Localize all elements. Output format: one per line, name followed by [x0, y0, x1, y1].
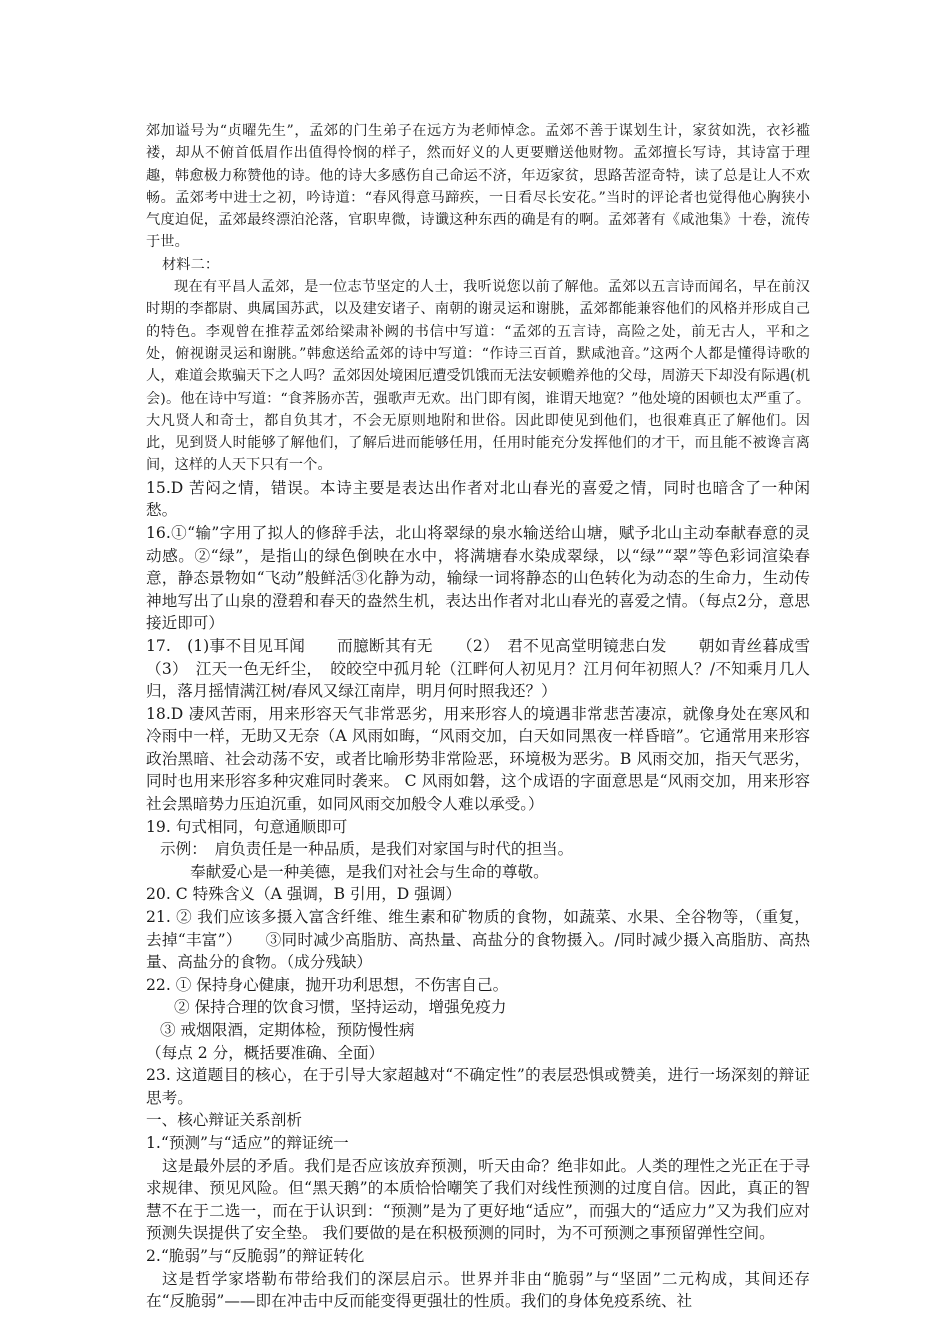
- answer-19-example-1: 示例： 肩负责任是一种品质，是我们对家国与时代的担当。: [160, 840, 574, 859]
- material1-tail: 郊加谥号为“贞曜先生”，孟郊的门生弟子在远方为老师悼念。孟郊不善于谋划生计，家贫如洗，衣衫褴褛，却从不俯首低眉作出值得怜悯的样子，然而好义的人更要赠送他财物。孟郊擅长写诗，其诗富于理趣，韩愈极力称赞他的诗。他的诗大多感伤自己命运不济，年迈家贫，思路苦涩奇特，读了总是让人不欢畅。孟郊考中进士之初，吟诗道：“春风得意马蹄疾，一日看尽长安花。”当时的评论者也觉得他心胸狭小气度迫促，孟郊最终漂泊沦落，官职卑微，诗谶这种东西的确是有的啊。孟郊著有《咸池集》十卷，流传于世。: [146, 123, 810, 251]
- paragraph-1: 这是最外层的矛盾。我们是否应该放弃预测，听天由命？绝非如此。人类的理性之光正在于寻求规律、预见风险。但“黑天鹅”的本质恰恰嘲笑了我们对线性预测的过度自信。因此，真正的智慧不在于二选一，而在于认识到：“预测”是为了更好地“适应”，而强大的“适应力”又为我们应对预测失误提供了安全垫。 我们要做的是在积极预测的同时，为不可预测之事预留弹性空间。: [146, 1156, 810, 1243]
- answer-21: 21. ② 我们应该多摄入富含纤维、维生素和矿物质的食物，如蔬菜、水果、全谷物等，（重复，去掉“丰富”） ③同时减少高脂肪、高热量、高盐分的食物摄入。/同时减少摄入高脂肪、高热量、高盐分的食物。（成分残缺）: [146, 908, 810, 972]
- answer-17: 17. (1)事不目见耳闻 而臆断其有无 （2） 君不见高堂明镜悲白发 朝如青丝暮成雪 （3） 江天一色无纤尘， 皎皎空中孤月轮（江畔何人初见月？江月何年初照人？/不知乘月几人归，落月摇情满江树/春风又绿江南岸，明月何时照我还？）: [146, 636, 857, 701]
- answer-block: [146, 477, 857, 1313]
- answer-23: 23. 这道题目的核心，在于引导大家超越对“不确定性”的表层恐惧或赞美，进行一场深刻的辩证思考。: [146, 1066, 810, 1107]
- answer-15: 15.D 苦闷之情，错误。本诗主要是表达出作者对北山春光的喜爱之情，同时也暗含了一种闲愁。: [146, 478, 810, 520]
- answer-22: 22. ① 保持身心健康，抛开功利思想，不伤害自己。: [146, 975, 509, 994]
- section-heading: 一、核心辩证关系剖析: [146, 1111, 302, 1130]
- material2-text: 现在有平昌人孟郊，是一位志节坚定的人士，我听说您以前了解他。孟郊以五言诗而闻名，早在前汉时期的李都尉、典属国苏武，以及建安诸子、南朝的谢灵运和谢朓，孟郊都能兼容他们的风格并形成自己的特色。李观曾在推荐孟郊给梁肃补阙的书信中写道：“孟郊的五言诗，高险之处，前无古人，平和之处，俯视谢灵运和谢朓。”韩愈送给孟郊的诗中写道：“作诗三百首，默咸池音。”这两个人都是懂得诗歌的人，难道会欺骗天下之人吗？孟郊因处境困厄遭受饥饿而无法安顿赡养他的父母，周游天下却没有际遇(机会)。他在诗中写道：“食荠肠亦苦，强歌声无欢。出门即有阂，谁谓天地宽？”他处境的困顿也太严重了。大凡贤人和奇士，都自负其才，不会无原则地附和世俗。因此即使见到他们，也很难真正了解他们。因此，见到贤人时能够了解他们，了解后进而能够任用，任用时能充分发挥他们的才干，而且能不被谗言离间，这样的人天下只有一个。: [146, 279, 810, 474]
- answer-16: 16.①“输”字用了拟人的修辞手法，北山将翠绿的泉水输送给山塘，赋予北山主动奉献春意的灵动感。②“绿”，是指山的绿色倒映在水中，将满塘春水染成翠绿，以“绿”“翠”等色彩词渲染春意，静态景物如“飞动”般鲜活③化静为动，输绿一词将静态的山色转化为动态的生命力，生动传神地写出了山泉的澄碧和春天的盎然生机，表达出作者对北山春光的喜爱之情。（每点2分，意思接近即可）: [146, 523, 810, 633]
- subheading-1: 1.“预测”与“适应”的辩证统一: [146, 1133, 349, 1152]
- subheading-2: 2.“脆弱”与“反脆弱”的辩证转化: [146, 1246, 365, 1265]
- material2-label: 材料二：: [162, 256, 220, 273]
- answer-22-note: （每点 2 分，概括要准确、全面）: [146, 1043, 385, 1062]
- answer-20: 20. C 特殊含义（A 强调，B 引用，D 强调）: [146, 885, 462, 904]
- answer-18: 18.D 凄风苦雨，用来形容天气非常恶劣，用来形容人的境遇非常悲苦凄凉，就像身处在寒风和冷雨中一样，无助又无奈（A 风雨如晦，“风雨交加，白天如同黑夜一样昏暗”。它通常用来形容政治黑暗、社会动荡不安，或者比喻形势非常险恶，环境极为恶劣。B 风雨交加，指天气恶劣，同时也用来形容多种灾难同时袭来。 C 风雨如磐，这个成语的字面意思是“风雨交加，用来形容社会黑暗势力压迫沉重，如同风雨交加般令人难以承受。）: [146, 704, 810, 814]
- answer-19: 19. 句式相同，句意通顺即可: [146, 817, 348, 836]
- answer-19-example-2: 奉献爱心是一种美德，是我们对社会与生命的尊敬。: [190, 862, 549, 881]
- answer-22-point-2: ② 保持合理的饮食习惯，坚持运动，增强免疫力: [174, 998, 507, 1017]
- material-block: [146, 120, 810, 477]
- paragraph-2: 这是哲学家塔勒布带给我们的深层启示。世界并非由“脆弱”与“坚固”二元构成，其间还存在“反脆弱”——即在冲击中反而能变得更强壮的性质。我们的身体免疫系统、社: [146, 1269, 810, 1311]
- answer-22-point-3: ③ 戒烟限酒，定期体检，预防慢性病: [160, 1021, 415, 1039]
- document-page: [146, 120, 857, 1313]
